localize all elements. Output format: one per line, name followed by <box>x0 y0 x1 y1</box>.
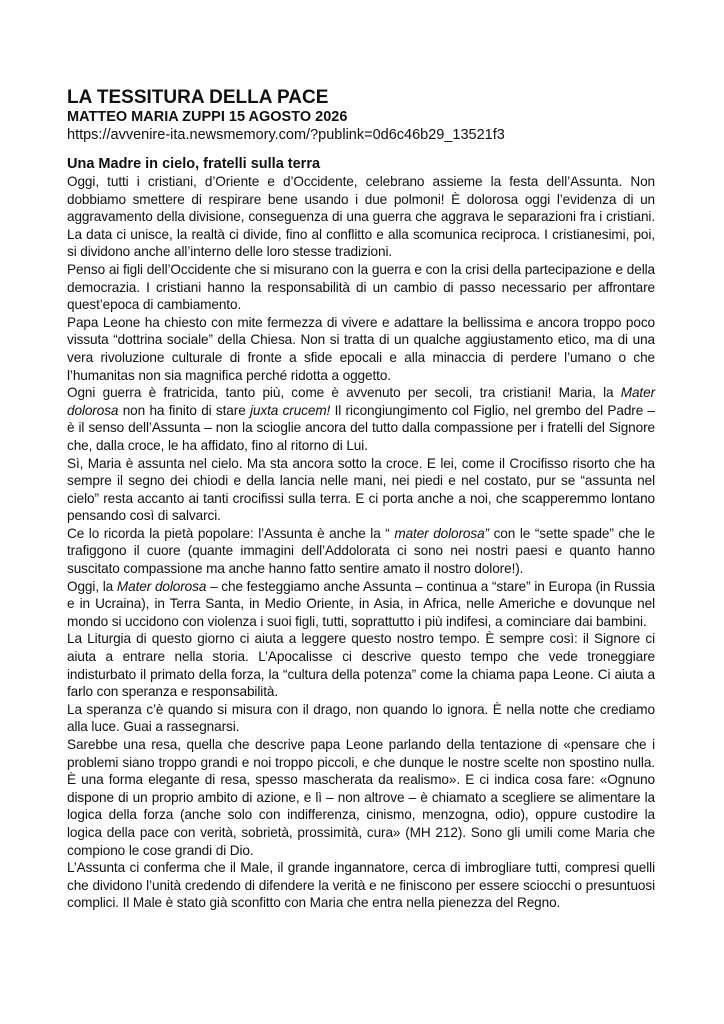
paragraph-7 <box>67 578 655 631</box>
paragraph-4-text-c: non ha finito di stare <box>118 402 251 418</box>
paragraph-5: Sì, Maria è assunta nel cielo. Ma sta ancora sotto la croce. E lei, come il Crocifisso risorto che ha sempre il segno dei chiodi e della lancia nelle mani, nei piedi e nel costato, pur se “assunta nel cielo” resta accanto ai tanti crocifissi sulla terra. E ci porta anche a noi, che scapperemmo lontano pensando così di salvarci. <box>67 455 655 524</box>
article-header <box>67 88 667 144</box>
paragraph-2: Penso ai figli dell’Occidente che si misurano con la guerra e con la crisi della partecipazione e della democrazia. I cristiani hanno la responsabilità di un cambio di passo necessario per affrontare quest’epoca di cambiamento. <box>67 261 655 313</box>
paragraph-6-text-c: con le “sette spade” che le trafiggono il cuore (quante immagini dell’Addolorata ci sono nei nostri paesi e quanto hanno suscitato compassione ma anche hanno fatto sentire amato il nostro dolore!). <box>67 525 656 577</box>
article-subtitle: Una Madre in cielo, fratelli sulla terra <box>67 156 321 172</box>
paragraph-10: Sarebbe una resa, quella che descrive papa Leone parlando della tentazione di «pensare che i problemi siano troppo grandi e noi troppo piccoli, e che dunque le nostre scelte non spostino nulla. È una forma elegante di resa, spesso mascherata da realismo». E ci indica cosa fare: «Ognuno dispone di un proprio ambito di azione, e lì – non altrove – è chiamato a scegliere se alimentare la logica della forza (anche solo con indifferenza, cinismo, menzogna, odio), oppure custodire la logica della pace con verità, sobrietà, prossimità, cura» (MH 212). Sono gli umili come Maria che compiono le cose grandi di Dio. <box>67 737 655 858</box>
paragraph-3: Papa Leone ha chiesto con mite fermezza di vivere e adattare la bellissima e ancora troppo poco vissuta “dottrina sociale” della Chiesa. Non si tratta di un qualche aggiustamento etico, ma di una vera rivoluzione culturale di fronte a sfide epocali e alla minaccia di perdere l’umano o che l’humanitas non sia magnifica perché ridotta a oggetto. <box>67 314 655 383</box>
paragraph-4-text-e: Il ricongiungimento col Figlio, nel grembo del Padre – è il senso dell’Assunta – non la scioglie ancora del tutto dalla compassione per i fratelli del Signore che, dalla croce, le ha affidato, fino al ritorno di Lui. <box>67 402 655 453</box>
paragraph-4-italic-juxta-crucem: juxta crucem! <box>250 402 331 418</box>
paragraph-8: La Liturgia di questo giorno ci aiuta a leggere questo nostro tempo. È sempre così: il Signore ci aiuta a entrare nella storia. L’Apocalisse ci descrive questo tempo che vede troneggiare indisturbato il primato della forza, la “cultura della potenza” come la chiama papa Leone. Ci aiuta a farlo con speranza e responsabilità. <box>67 631 655 700</box>
paragraph-7-text-a: Oggi, la <box>67 578 117 594</box>
paragraph-4-text-a: Ogni guerra è fratricida, tanto più, come è avvenuto per secoli, tra cristiani! Maria, la <box>67 385 621 401</box>
source-url: https://avvenire-ita.newsmemory.com/?publink=0d6c46b29_13521f3 <box>67 127 505 143</box>
paragraph-6-italic-mater-dolorosa: mater dolorosa” <box>394 525 489 541</box>
paragraph-1: Oggi, tutti i cristiani, d’Oriente e d’Occidente, celebrano assieme la festa dell’Assunta. Non dobbiamo smettere di respirare bene usando i due polmoni! È dolorosa oggi l’evidenza di un aggravamento della divisione, conseguenza di una guerra che aggrava le separazioni fra i cristiani. La data ci unisce, la realtà ci divide, fino al conflitto e alla scomunica reciproca. I cristianesimi, poi, si dividono anche all’interno delle loro stesse tradizioni. <box>67 174 655 260</box>
paragraph-6 <box>67 525 655 578</box>
article-body <box>67 155 655 912</box>
author-date-line: MATTEO MARIA ZUPPI 15 AGOSTO 2026 <box>67 109 348 125</box>
paragraph-7-italic-mater-dolorosa: Mater dolorosa <box>116 578 207 594</box>
paragraph-4-italic-mater-dolorosa: Mater dolorosa <box>67 385 655 418</box>
paragraph-11: L’Assunta ci conferma che il Male, il grande ingannatore, cerca di imbrogliare tutti, compresi quelli che dividono l’unità credendo di difendere la verità e ne finiscono per essere sciocchi o presuntuosi complici. Il Male è stato già sconfitto con Maria che entra nella pienezza del Regno. <box>67 860 655 911</box>
paragraph-9: La speranza c’è quando si misura con il drago, non quando lo ignora. È nella notte che crediamo alla luce. Guai a rassegnarsi. <box>67 701 655 735</box>
article-title: LA TESSITURA DELLA PACE <box>67 87 329 108</box>
paragraph-6-text-a: Ce lo ricorda la pietà popolare: l’Assunta è anche la “ <box>67 525 395 541</box>
paragraph-4 <box>67 384 655 454</box>
paragraph-7-text-c: – che festeggiamo anche Assunta – continua a “stare” in Europa (in Russia e in Ucraina), in Terra Santa, in Medio Oriente, in Asia, in Africa, nelle Americhe e dovunque nel mondo si uccidono con violenza i suoi figli, tutti, soprattutto i più indifesi, a cominciare dai bambini. <box>67 578 656 629</box>
